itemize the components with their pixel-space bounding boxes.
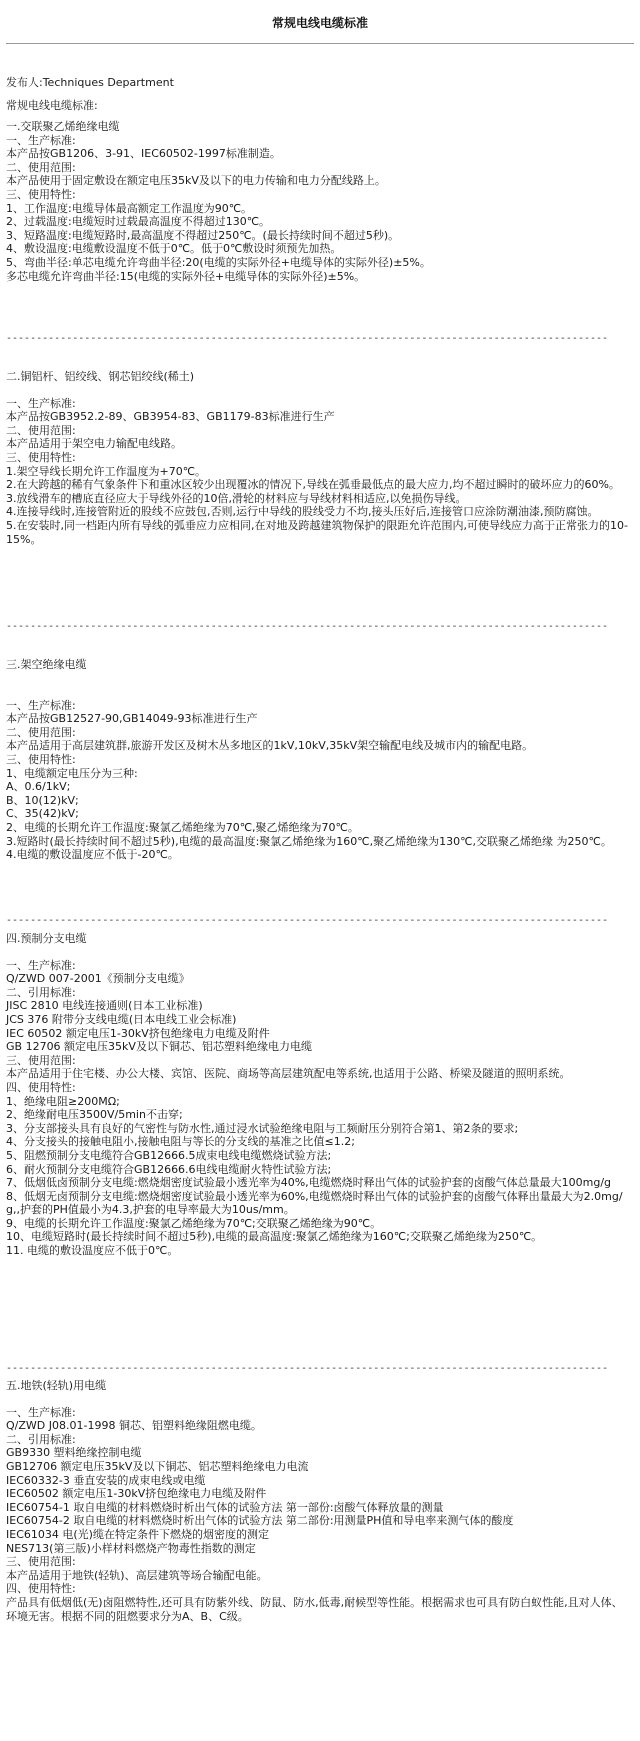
section-line: 5、阻燃预制分支电缆符合GB12666.5成束电线电缆燃烧试验方法; — [6, 1148, 332, 1162]
section-line: IEC 60502 额定电压1-30kV挤包绝缘电力电缆及附件 — [6, 1026, 270, 1040]
section-line: IEC60754-1 取自电缆的材料燃烧时析出气体的试验方法 第一部份:卤酸气体释放量的测量 — [6, 1500, 444, 1514]
section-line: 11. 电缆的敷设温度应不低于0℃。 — [6, 1244, 179, 1258]
section-line: 三、使用特性: — [6, 187, 76, 201]
section-line: 2、电缆的长期允许工作温度:聚氯乙烯绝缘为70℃,聚乙烯绝缘为70℃。 — [6, 820, 359, 834]
section-heading: 一.交联聚乙烯绝缘电缆 — [6, 120, 120, 133]
section-line: Q/ZWD 007-2001《预制分支电缆》 — [6, 972, 190, 986]
section-divider: ---------------------------------------------------------------------------------------------------- — [6, 333, 609, 344]
section-line: 二、使用范围: — [6, 423, 76, 437]
section-2 — [6, 370, 632, 546]
section-line: 6、耐火预制分支电缆符合GB12666.6电线电缆耐火特性试验方法; — [6, 1162, 332, 1176]
section-line: 本产品按GB12527-90,GB14049-93标准进行生产 — [6, 712, 258, 726]
section-divider: ---------------------------------------------------------------------------------------------------- — [6, 621, 609, 632]
section-line: IEC60502 额定电压1-30kV挤包绝缘电力电缆及附件 — [6, 1487, 267, 1501]
section-line: 一、生产标准: — [6, 133, 76, 147]
section-line: 2.在大跨越的稀有气象条件下和重冰区较少出现覆冰的情况下,导线在弧垂最低点的最大应力,均不超过瞬时的破坏应力的60%。 — [6, 478, 620, 492]
section-line: 四、使用特性: — [6, 1582, 76, 1596]
section-line: 8、低烟无卤预制分支电缆:燃烧烟密度试验最小透光率为60%,电缆燃烧时释出气体的试验护套的卤酸气体释出量最大为2.0mg/g,,护套的PH值最小为4.3,护套的电导率最大为10us/mm。 — [6, 1189, 623, 1217]
section-line: C、35(42)kV; — [6, 807, 79, 821]
section-line: 本产品适用于地铁(轻轨)、高层建筑等场合输配电能。 — [6, 1568, 268, 1582]
section-line: 2、绝缘耐电压3500V/5min不击穿; — [6, 1108, 183, 1122]
section-line: 三、使用特性: — [6, 752, 76, 766]
section-line: 本产品适用于住宅楼、办公大楼、宾馆、医院、商场等高层建筑配电等系统,也适用于公路、桥梁及隧道的照明系统。 — [6, 1067, 571, 1081]
section-line: GB9330 塑料绝缘控制电缆 — [6, 1446, 142, 1460]
section-line: IEC60754-2 取自电缆的材料燃烧时析出气体的试验方法 第二部份:用测量PH值和导电率来测气体的酸度 — [6, 1514, 514, 1528]
section-line: NES713(第三版)小样材料燃烧产物毒性指数的测定 — [6, 1541, 256, 1555]
section-line: 1.架空导线长期允许工作温度为+70℃。 — [6, 464, 207, 478]
section-line: 10、电缆短路时(最长持续时间不超过5秒),电缆的最高温度:聚氯乙烯绝缘为160℃;交联聚乙烯绝缘为250℃。 — [6, 1230, 543, 1244]
section-line: 三、使用特性: — [6, 450, 76, 464]
section-line: 本产品按GB3952.2-89、GB3954-83、GB1179-83标准进行生产 — [6, 410, 335, 424]
section-5 — [6, 1379, 632, 1623]
section-line: JISC 2810 电线连接通则(日本工业标准) — [6, 999, 203, 1013]
section-1 — [6, 120, 632, 283]
section-line: 二、引用标准: — [6, 1432, 76, 1446]
section-line: 二、使用范围: — [6, 725, 76, 739]
section-line: 一、生产标准: — [6, 396, 76, 410]
section-line: 产品具有低烟低(无)卤阻燃特性,还可具有防紫外线、防鼠、防水,低毒,耐候型等性能。根据需求也可具有防白蚁性能,且对人体、环境无害。根据不同的阻燃要求分为A、B、C级。 — [6, 1595, 623, 1623]
section-3 — [6, 658, 632, 862]
section-line: 1、绝缘电阻≥200MΩ; — [6, 1094, 120, 1108]
section-line: 一、生产标准: — [6, 1405, 76, 1419]
intro-line: 常规电线电缆标准: — [6, 99, 98, 112]
section-line: IEC61034 电(光)缆在特定条件下燃烧的烟密度的测定 — [6, 1527, 269, 1541]
section-line: 4、分支接头的接触电阻小,接触电阻与等长的分支线的基准之比值≤1.2; — [6, 1135, 355, 1149]
page-title: 常规电线电缆标准 — [271, 16, 368, 30]
section-line: 三、使用范围: — [6, 1555, 76, 1569]
section-line: B、10(12)kV; — [6, 793, 79, 807]
section-line: JCS 376 附带分支线电缆(日本电线工业会标准) — [6, 1012, 237, 1026]
section-line: 3、分支部接头具有良好的气密性与防水性,通过浸水试验绝缘电阻与工频耐压分别符合第1、第2条的要求; — [6, 1121, 519, 1135]
section-line: 3.放线滑车的槽底直径应大于导线外径的10倍,滑轮的材料应与导线材料相适应,以免损伤导线。 — [6, 491, 467, 505]
section-line: 三、使用范围: — [6, 1053, 76, 1067]
section-line: 1、工作温度:电缆导体最高额定工作温度为90℃。 — [6, 201, 253, 215]
publisher-line: 发布人:Techniques Department — [6, 76, 174, 89]
section-line: 1、电缆额定电压分为三种: — [6, 766, 138, 780]
section-line: 本产品适用于高层建筑群,旅游开发区及树木丛多地区的1kV,10kV,35kV架空输配电线及城市内的输配电路。 — [6, 739, 534, 753]
section-heading: 四.预制分支电缆 — [6, 932, 87, 945]
section-line: 4.连接导线时,连接管附近的股线不应鼓包,否则,运行中导线的股线受力不均,接头压好后,连接管口应涂防潮油漆,预防腐蚀。 — [6, 505, 599, 519]
section-heading: 五.地铁(轻轨)用电缆 — [6, 1379, 107, 1392]
section-line: 本产品使用于固定敷设在额定电压35kV及以下的电力传输和电力分配线路上。 — [6, 174, 386, 188]
section-line: GB12706 额定电压35kV及以下铜芯、铝芯塑料绝缘电力电流 — [6, 1459, 309, 1473]
section-line: 2、过载温度:电缆短时过载最高温度不得超过130℃。 — [6, 215, 271, 229]
section-line: GB 12706 额定电压35kV及以下铜芯、铝芯塑料绝缘电力电缆 — [6, 1040, 312, 1054]
section-line: 一、生产标准: — [6, 698, 76, 712]
section-line: 3、短路温度:电缆短路时,最高温度不得超过250℃。(最长持续时间不超过5秒)。 — [6, 228, 400, 242]
title-divider — [6, 43, 634, 44]
section-line: 4、敷设温度:电缆敷设温度不低于0℃。低于0℃敷设时须预先加热。 — [6, 242, 342, 256]
section-line: Q/ZWD J08.01-1998 铜芯、铝塑料绝缘阻燃电缆。 — [6, 1419, 262, 1433]
section-line: 5、弯曲半径:单芯电缆允许弯曲半径:20(电缆的实际外径+电缆导体的实际外径)±5%。 — [6, 255, 431, 269]
section-line: 本产品适用于架空电力输配电线路。 — [6, 437, 182, 451]
section-line: 本产品按GB1206、3-91、IEC60502-1997标准制造。 — [6, 147, 281, 161]
section-line: 3.短路时(最长持续时间不超过5秒),电缆的最高温度:聚氯乙烯绝缘为160℃,聚乙烯绝缘为130℃,交联聚乙烯绝缘 为250℃。 — [6, 834, 612, 848]
section-line: 四、使用特性: — [6, 1080, 76, 1094]
section-line: IEC60332-3 垂直安装的成束电线或电缆 — [6, 1473, 206, 1487]
section-line: 4.电缆的敷设温度应不低于-20℃。 — [6, 848, 179, 862]
section-4 — [6, 932, 632, 1258]
section-line: 二、引用标准: — [6, 985, 76, 999]
section-heading: 三.架空绝缘电缆 — [6, 658, 87, 671]
section-line: 5.在安装时,同一档距内所有导线的弧垂应力应相同,在对地及跨越建筑物保护的限距允许范围内,可使导线应力高于正常张力的10-15%。 — [6, 518, 628, 546]
section-line: 7、低烟低卤预制分支电缆:燃烧烟密度试验最小透光率为40%,电缆燃烧时释出气体的试验护套的卤酸气体总量最大100mg/g — [6, 1176, 612, 1190]
section-divider: ---------------------------------------------------------------------------------------------------- — [6, 915, 609, 926]
section-line: 二、使用范围: — [6, 160, 76, 174]
section-line: 9、电缆的长期允许工作温度:聚氯乙烯绝缘为70℃;交联聚乙烯绝缘为90℃。 — [6, 1216, 382, 1230]
section-divider: ---------------------------------------------------------------------------------------------------- — [6, 1363, 609, 1374]
section-line: 多芯电缆允许弯曲半径:15(电缆的实际外径+电缆导体的实际外径)±5%。 — [6, 269, 366, 283]
section-line: A、0.6/1kV; — [6, 780, 71, 794]
section-heading: 二.铜铝杆、铝绞线、钢芯铝绞线(稀土) — [6, 370, 195, 383]
section-line: 一、生产标准: — [6, 958, 76, 972]
